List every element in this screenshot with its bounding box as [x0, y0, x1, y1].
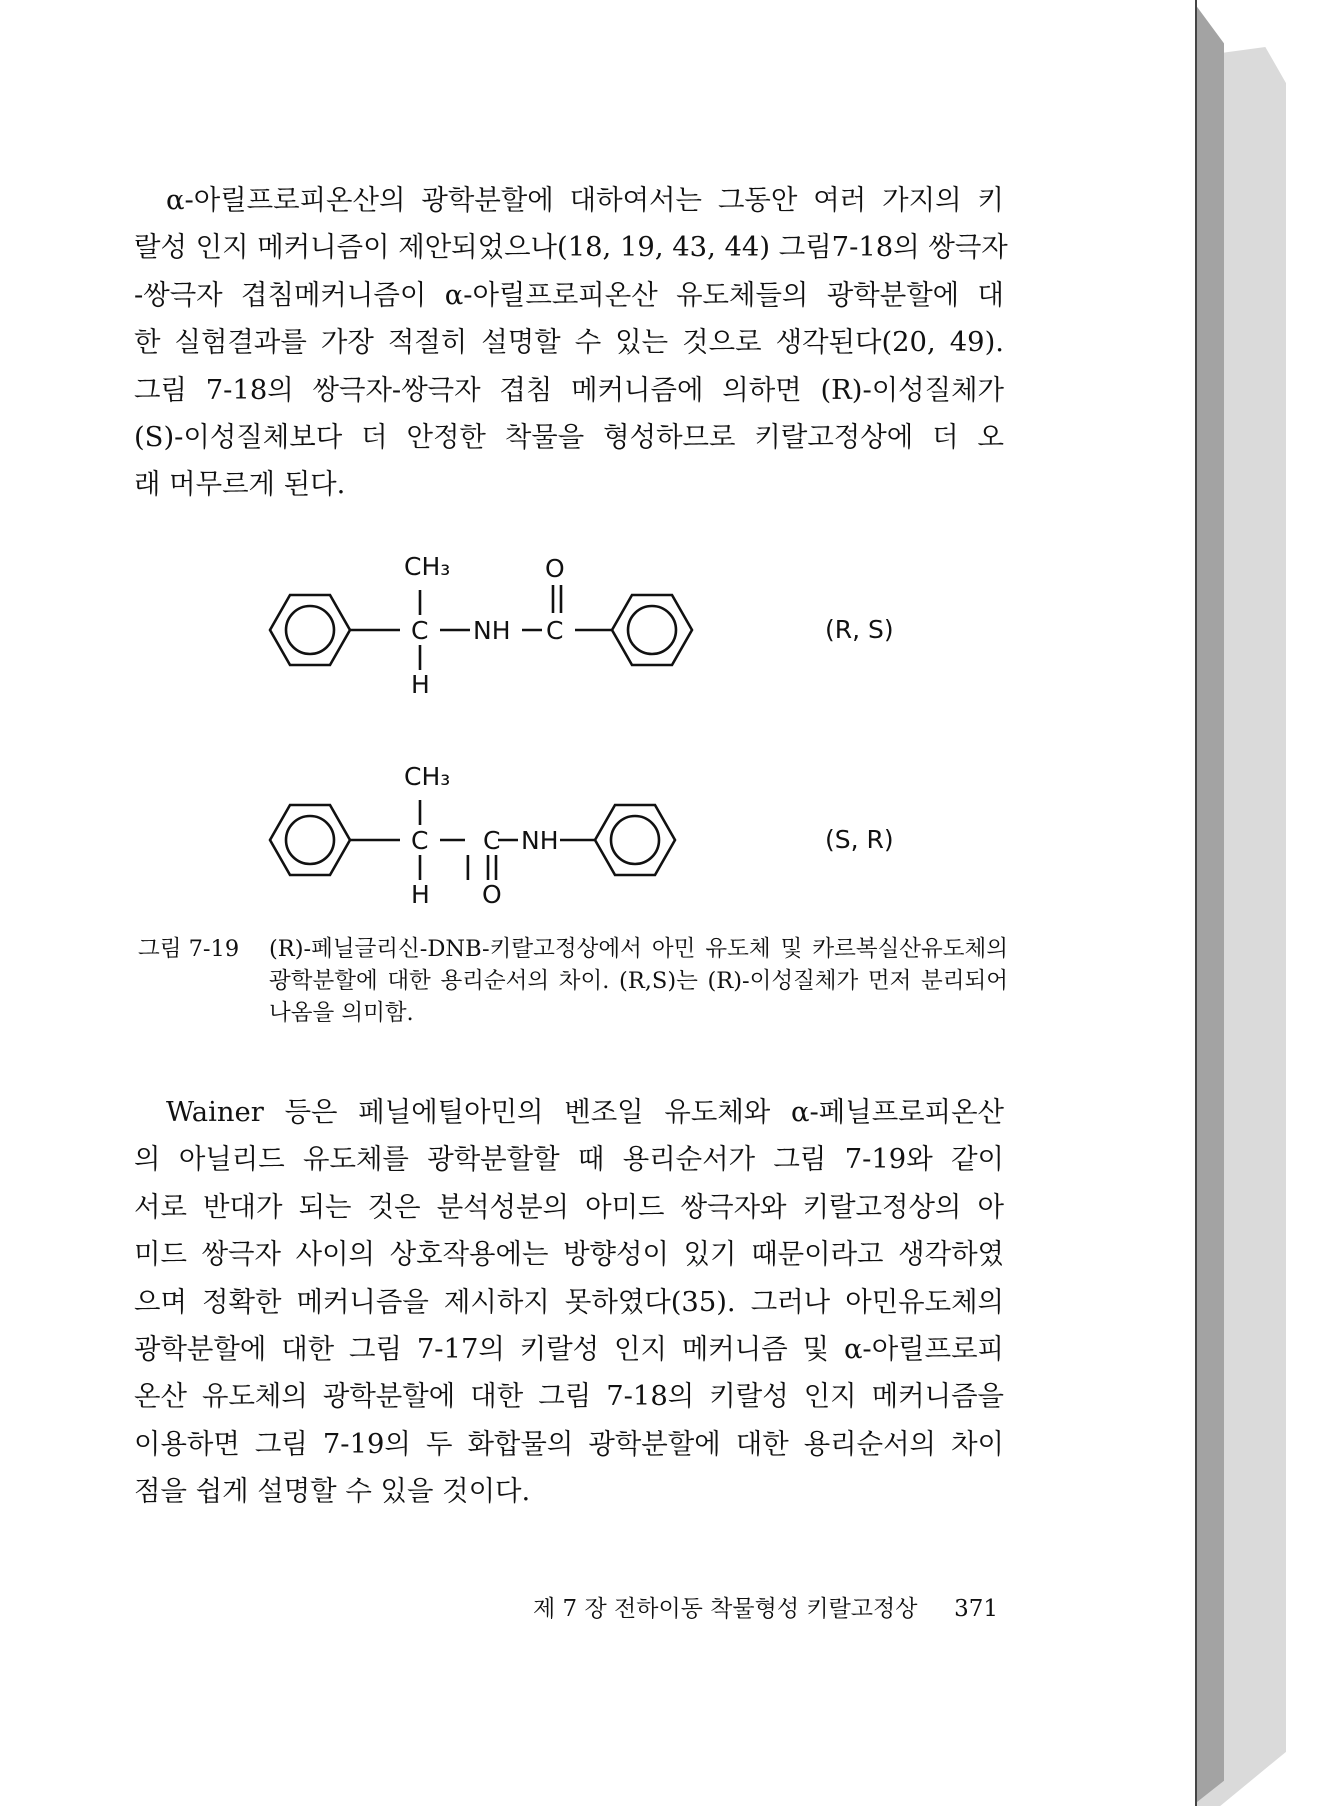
benzene-ring-right-circle [628, 606, 676, 654]
paragraph-line: α-아릴프로피온산의 광학분할에 대하여서는 그동안 여러 가지의 키 [166, 185, 1004, 216]
benzene-ring-left-circle [286, 606, 334, 654]
paragraph-line: 래 머무르게 된다. [134, 469, 346, 501]
paragraph-2 [134, 1089, 1004, 1516]
paragraph-line: 서로 반대가 되는 것은 분석성분의 아미드 쌍극자와 키랄고정상의 아 [134, 1191, 1004, 1223]
paragraph-line: (S)-이성질체보다 더 안정한 착물을 형성하므로 키랄고정상에 더 오 [134, 422, 1004, 454]
configuration-label: (S, R) [825, 825, 894, 854]
paragraph-line: 그림 7-18의 쌍극자-쌍극자 겹침 메커니즘에 의하면 (R)-이성질체가 [134, 374, 1004, 406]
carbonyl-carbon-label: C [546, 616, 564, 645]
ch3-label: CH₃ [404, 762, 451, 791]
hydrogen-label: H [411, 670, 430, 699]
nh-label: NH [473, 616, 511, 645]
paragraph-line: -쌍극자 겹침메커니즘이 α-아릴프로피온산 유도체들의 광학분할에 대 [134, 279, 1004, 311]
page-footer [478, 1590, 998, 1623]
hydrogen-label: H [411, 880, 430, 909]
paragraph-line: 온산 유도체의 광학분할에 대한 그림 7-18의 키랄성 인지 메커니즘을 [134, 1381, 1004, 1413]
paragraph-line: 이용하면 그림 7-19의 두 화합물의 광학분할에 대한 용리순서의 차이 [134, 1428, 1004, 1460]
paragraph-line: 으며 정확한 메커니즘을 제시하지 못하였다(35). 그러나 아민유도체의 [134, 1286, 1004, 1318]
chapter-title: 제 7 장 전하이동 착물형성 키랄고정상 [533, 1596, 918, 1622]
benzene-ring-left-circle [286, 816, 334, 864]
page-number: 371 [954, 1596, 998, 1622]
paragraph-1 [134, 177, 1008, 509]
paragraph-line: 광학분할에 대한 그림 7-17의 키랄성 인지 메커니즘 및 α-아릴프로피 [134, 1334, 1004, 1366]
figure-caption-label: 그림 7-19 [138, 936, 240, 962]
chemical-structure-rs [260, 545, 980, 705]
configuration-label: (R, S) [825, 615, 894, 644]
benzene-ring-right-circle [611, 816, 659, 864]
carbon-label: C [411, 616, 429, 645]
oxygen-label: O [545, 554, 565, 583]
oxygen-label: O [482, 880, 502, 909]
nh-label: NH [521, 826, 559, 855]
paragraph-line: 의 아닐리드 유도체를 광학분할할 때 용리순서가 그림 7-19와 같이 [134, 1144, 1004, 1176]
paragraph-line: 미드 쌍극자 사이의 상호작용에는 방향성이 있기 때문이라고 생각하였 [134, 1239, 1004, 1271]
carbon-label: C [411, 826, 429, 855]
ch3-label: CH₃ [404, 552, 451, 581]
figure-caption [138, 933, 1008, 1029]
paragraph-line: 점을 쉽게 설명할 수 있을 것이다. [134, 1476, 531, 1508]
chemical-structure-sr [260, 755, 980, 915]
paragraph-line: Wainer 등은 페닐에틸아민의 벤조일 유도체와 α-페닐프로피온산 [166, 1097, 1004, 1128]
figure-caption-text: (R)-페닐글리신-DNB-키랄고정상에서 아민 유도체 및 카르복실산유도체의 광학분할에 대한 용리순서의 차이. (R,S)는 (R)-이성질체가 먼저 분리되어 나옴을 의미함. [269, 936, 1008, 1026]
carbonyl-carbon-label: C [483, 826, 501, 855]
paragraph-line: 랄성 인지 메커니즘이 제안되었으나(18, 19, 43, 44) 그림7-18의 쌍극자 [134, 232, 1008, 264]
paragraph-line: 한 실험결과를 가장 적절히 설명할 수 있는 것으로 생각된다(20, 49). [134, 327, 1004, 359]
